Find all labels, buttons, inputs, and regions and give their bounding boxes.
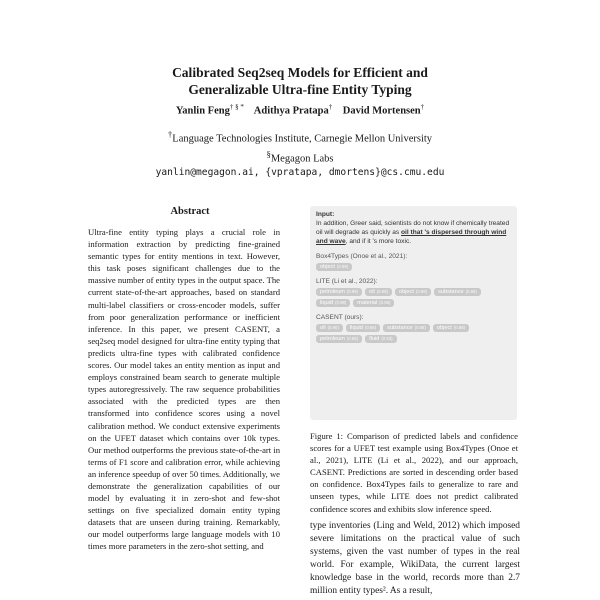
affiliation-1-mark: † (167, 129, 173, 139)
type-chip (316, 288, 362, 296)
type-chip-score: (0.98) (335, 300, 347, 305)
figure-type-chips (316, 263, 511, 271)
type-chip-label: liquid (320, 300, 334, 306)
type-chip-score: (0.88) (414, 325, 426, 330)
affiliation-2-text: Megagon Labs (270, 153, 334, 164)
type-chip-label: material (357, 300, 378, 306)
type-chip-score: (0.88) (453, 325, 466, 330)
title-line-2: Generalizable Ultra-fine Entity Typing (188, 82, 412, 97)
type-chip (365, 288, 392, 296)
type-chip (434, 288, 481, 296)
abstract-heading: Abstract (170, 206, 210, 217)
type-chip-label: substance (438, 289, 464, 295)
type-chip (346, 324, 380, 332)
affiliation-1-text: Language Technologies Institute, Carnegie Mellon University (172, 133, 433, 145)
type-chip (433, 324, 469, 332)
type-chip (395, 288, 431, 296)
type-chip-score: (0.99) (415, 289, 428, 294)
type-chip-score: (0.53) (381, 336, 393, 341)
type-chip-score: (0.88) (364, 325, 377, 330)
figure-system-label: Box4Types (Onoe et al., 2021): (316, 253, 408, 260)
figure-entity-mention: oil that 's dispersed through wind and wave (316, 229, 507, 245)
type-chip-label: petroleum (320, 289, 345, 295)
type-chip-score: (0.90) (327, 325, 339, 330)
author-emails: yanlin@megagon.ai, {vpratapa, dmortens}@cs.cmu.edu (155, 167, 445, 178)
type-chip (316, 299, 350, 307)
body-paragraph: type inventories (Ling and Weld, 2012) which imposed severe limitations on the practical value of such systems, given the vast number of types in the real world. For example, WikiData, the current largest knowledge base in the world, records more than 2.7 million entity types². As a result, (310, 521, 520, 597)
figure-system-label: CASENT (ours): (316, 314, 364, 321)
author-name: David Mortensen (342, 105, 421, 117)
figure-input-after: , and if it 's more toxic. (345, 238, 412, 245)
figure-input-label: Input: (316, 211, 335, 218)
figure-system-label: LITE (Li et al., 2022): (316, 278, 378, 285)
title-line-1: Calibrated Seq2seq Models for Efficient and (172, 65, 428, 80)
type-chip-label: object (320, 264, 335, 270)
type-chip-score: (0.99) (376, 289, 388, 294)
type-chip-score: (0.99) (346, 289, 359, 294)
type-chip-score: (0.89) (336, 264, 349, 269)
type-chip-label: liquid (349, 325, 363, 331)
type-chip-label: substance (387, 325, 413, 331)
type-chip (383, 324, 430, 332)
type-chip-label: oil (320, 325, 326, 331)
affiliation-2 (100, 147, 500, 167)
type-chip (365, 335, 397, 343)
type-chip-label: petroleum (320, 336, 345, 342)
type-chip-label: fluid (369, 336, 380, 342)
type-chip-label: object (398, 289, 414, 295)
type-chip (316, 324, 343, 332)
affiliation-1 (100, 127, 500, 147)
figure-type-chips (316, 288, 511, 307)
paper-title (100, 64, 500, 98)
type-chip (353, 299, 394, 307)
affiliation-2-mark: § (266, 148, 271, 159)
figure-1 (310, 206, 517, 420)
affiliations (100, 127, 500, 180)
type-chip-score: (0.55) (346, 336, 359, 341)
figure-system-block (316, 278, 511, 307)
author-marks: † (328, 103, 333, 111)
author-name: Adithya Pratapa (253, 105, 329, 117)
type-chip-label: oil (369, 289, 375, 295)
author-marks: † (420, 103, 425, 111)
figure-system-block (316, 253, 511, 271)
abstract-text: Ultra-fine entity typing plays a crucial role in information extraction by predicting fine-grained semantic types for entity mentions in text. However, this task poses significant challenges due to the massive number of entity types in the output space. The current state-of-the-art approaches, based on standard multi-label classifiers or cross-encoder models, suffer from poor generalization performance or inefficient inference. In this paper, we present CASENT, a seq2seq model designed for ultra-fine entity typing that predicts ultra-fine types with calibrated confidence scores. Our model takes an entity mention as input and employs constrained beam search to generate multiple types autoregressively. The raw sequence probabilities associated with the predicted types are then transformed into confidence scores using a novel calibration method. We conduct extensive experiments on the UFET dataset which contains over 10k types. Our method outperforms the previous state-of-the-art in terms of F1 score and calibration error, while achieving an inference speedup of over 50 times. Additionally, we demonstrate the generalization capabilities of our model by evaluating it in zero-shot and few-shot settings on five specialized domain entity typing datasets that are unseen during training. Remarkably, our model outperforms large language models with 10 times more parameters in the zero-shot setting, and (88, 227, 280, 552)
figure-input-sentence (316, 219, 511, 246)
figure-type-chips (316, 324, 511, 343)
figure-input-before: In addition, Greer said, scientists do not know if chemically treated oil will degrade as quickly as (316, 220, 510, 236)
type-chip-score: (0.96) (379, 300, 391, 305)
type-chip (316, 335, 362, 343)
figure-system-predictions (316, 253, 511, 343)
figure-caption: Figure 1: Comparison of predicted labels and confidence scores for a UFET test example using Box4Types (Onoe et al., 2021), LITE (Li et al., 2022), and our approach, CASENT. Predictions are sorted in descending order based on confidence. Box4Types fails to generalize to rare and unseen types, while LITE does not predict calibrated confidence scores and exhibits slow inference speed. (310, 431, 518, 514)
type-chip (316, 263, 352, 271)
author-list (100, 103, 500, 117)
author-marks: † § * (229, 103, 244, 111)
type-chip-label: object (436, 325, 452, 331)
figure-system-block (316, 314, 511, 343)
author-name: Yanlin Feng (175, 105, 230, 117)
type-chip-score: (0.98) (465, 289, 477, 294)
